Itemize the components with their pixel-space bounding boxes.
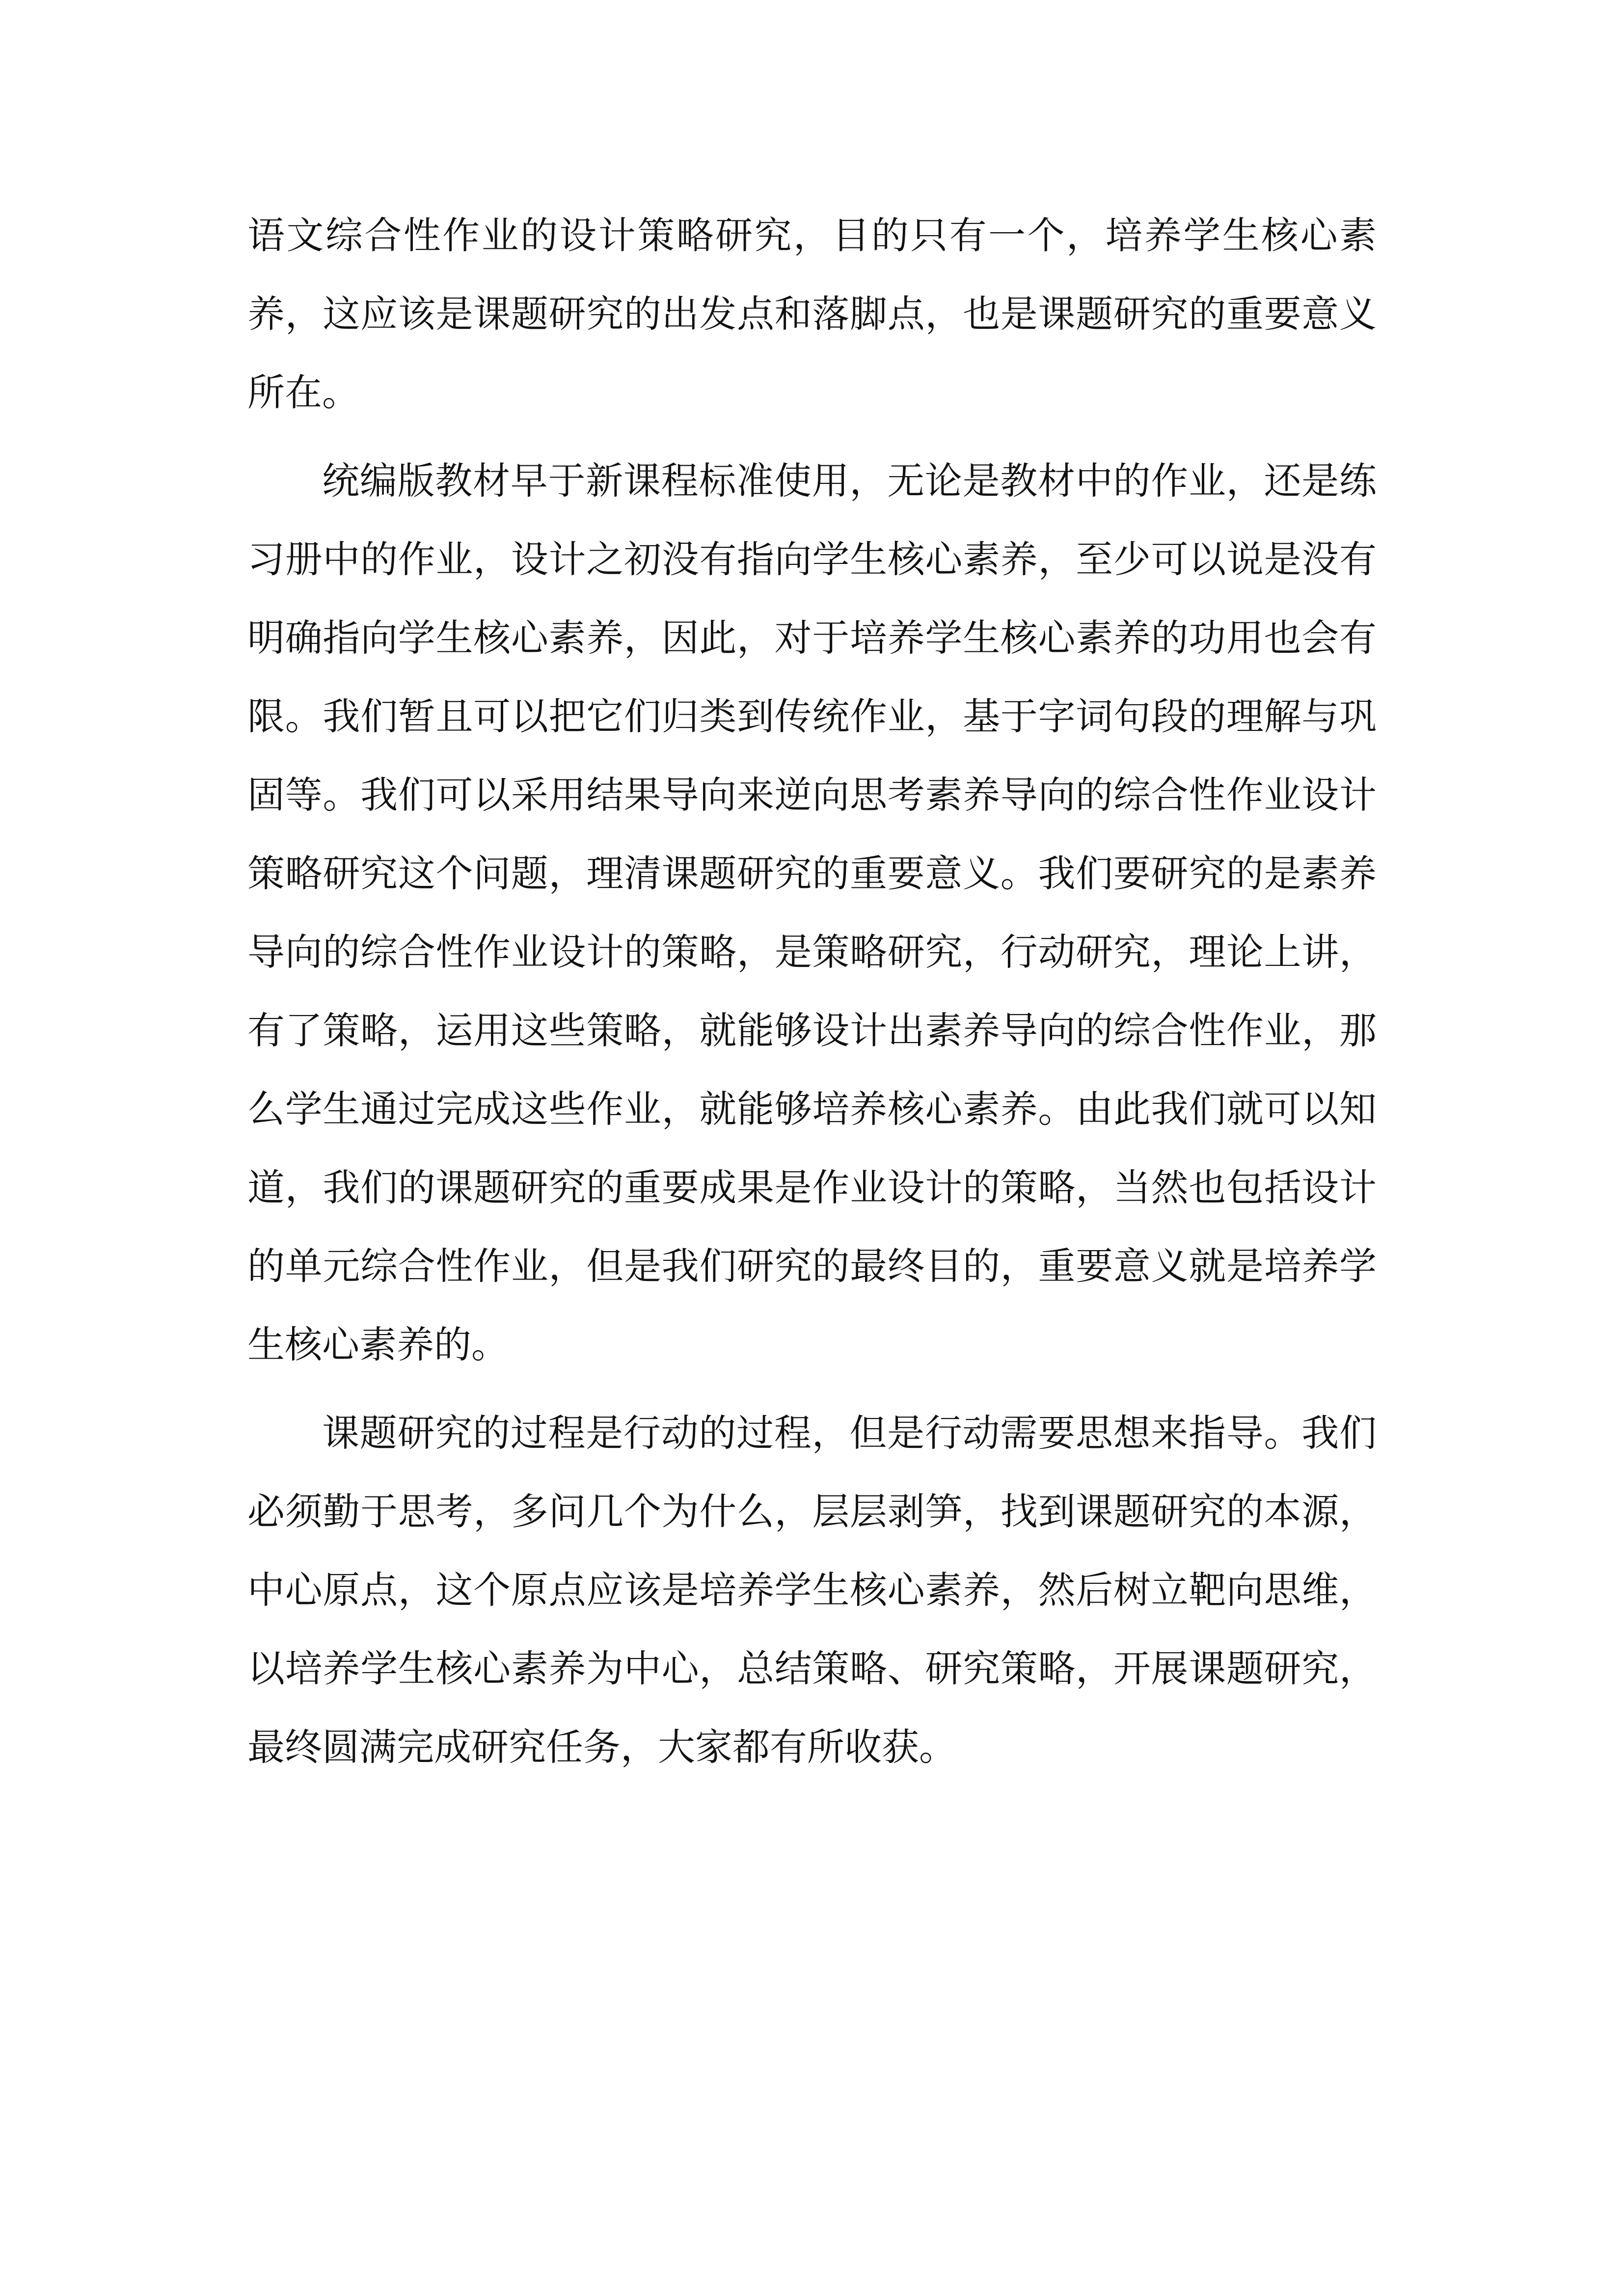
paragraph-textbook-assignments: 统编版教材早于新课程标准使用，无论是教材中的作业，还是练习册中的作业，设计之初没有指向学生核心素养，至少可以说是没有明确指向学生核心素养，因此，对于培养学生核心素养的功用也会有限。我们暂且可以把它们归类到传统作业，基于字词句段的理解与巩固等。我们可以采用结果导向来逆向思考素养导向的综合性作业设计策略研究这个问题，理清课题研究的重要意义。我们要研究的是素养导向的综合性作业设计的策略，是策略研究，行动研究，理论上讲，有了策略，运用这些策略，就能够设计出素养导向的综合性作业，那么学生通过完成这些作业，就能够培养核心素养。由此我们就可以知道，我们的课题研究的重要成果是作业设计的策略，当然也包括设计的单元综合性作业，但是我们研究的最终目的，重要意义就是培养学生核心素养的。 (247, 459, 1377, 1366)
paragraph-research-process: 课题研究的过程是行动的过程，但是行动需要思想来指导。我们必须勤于思考，多问几个为什么，层层剥笋，找到课题研究的本源，中心原点，这个原点应该是培养学生核心素养，然后树立靶向思维，以培养学生核心素养为中心，总结策略、研究策略，开展课题研究，最终圆满完成研究任务，大家都有所收获。 (247, 1411, 1377, 1769)
document-body (247, 196, 1377, 1787)
paragraph-continuation: 语文综合性作业的设计策略研究，目的只有一个，培养学生核心素养，这应该是课题研究的出发点和落脚点，也是课题研究的重要意义所在。 (247, 214, 1377, 414)
